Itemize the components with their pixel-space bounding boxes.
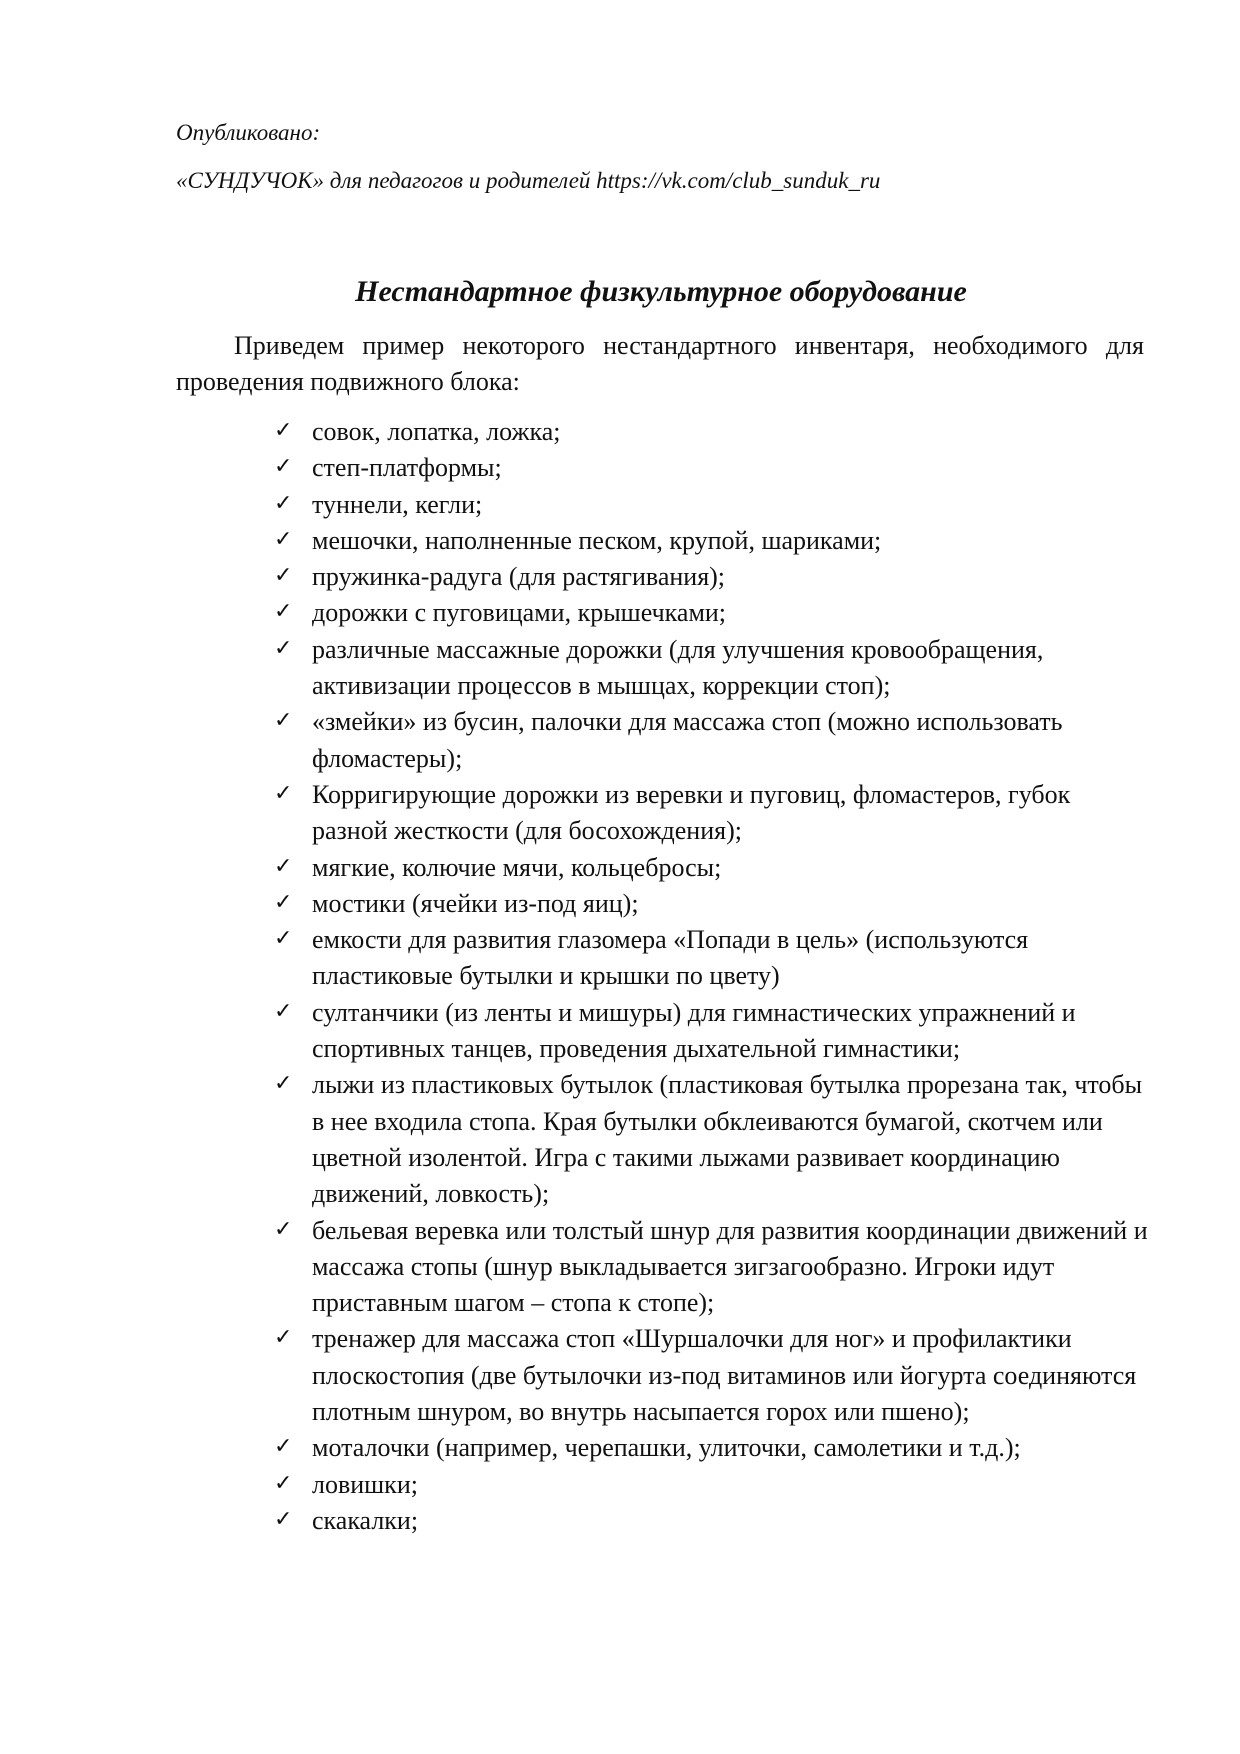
list-item-text: бельевая веревка или толстый шнур для развития координации движений и массажа стопы (шнур выкладывается зигзагообразно. Игроки идут приставным шагом – стопа к стопе); — [312, 1215, 1148, 1318]
checkmark-icon: ✓ — [274, 1216, 293, 1242]
checkmark-icon: ✓ — [274, 454, 293, 480]
checkmark-icon: ✓ — [274, 889, 293, 915]
published-label: Опубликовано: — [176, 120, 321, 145]
list-item — [274, 1430, 1150, 1466]
list-item-text: мешочки, наполненные песком, крупой, шариками; — [312, 525, 882, 555]
list-item — [274, 1503, 1150, 1539]
checkmark-icon: ✓ — [274, 1325, 293, 1351]
equipment-list — [274, 414, 1150, 1539]
list-item — [274, 704, 1150, 777]
source-line: «СУНДУЧОК» для педагогов и родителей https://vk.com/club_sunduk_ru — [176, 168, 881, 193]
list-item-text: султанчики (из ленты и мишуры) для гимнастических упражнений и спортивных танцев, проведения дыхательной гимнастики; — [312, 997, 1076, 1064]
list-item — [274, 886, 1150, 922]
checkmark-icon: ✓ — [274, 526, 293, 552]
checkmark-icon: ✓ — [274, 563, 293, 589]
list-item-text: туннели, кегли; — [312, 489, 483, 519]
checkmark-icon: ✓ — [274, 1470, 293, 1496]
list-item — [274, 1067, 1150, 1212]
list-item — [274, 632, 1150, 705]
list-item-text: тренажер для массажа стоп «Шуршалочки для ног» и профилактики плоскостопия (две бутылочки из-под витаминов или йогурта соединяются плотным шнуром, во внутрь насыпается горох или пшено); — [312, 1324, 1137, 1427]
list-item-text: степ-платформы; — [312, 453, 502, 483]
list-item-text: Корригирующие дорожки из веревки и пуговиц, фломастеров, губок разной жесткости (для босохождения); — [312, 779, 1071, 846]
checkmark-icon: ✓ — [274, 599, 293, 625]
list-item — [274, 414, 1150, 450]
list-item-text: моталочки (например, черепашки, улиточки, самолетики и т.д.); — [312, 1433, 1021, 1463]
list-item — [274, 1213, 1150, 1322]
intro-paragraph: Приведем пример некоторого нестандартного инвентаря, необходимого для проведения подвижного блока: — [176, 331, 1144, 396]
list-item — [274, 523, 1150, 559]
list-item-text: скакалки; — [312, 1505, 419, 1535]
list-item — [274, 559, 1150, 595]
list-item — [274, 995, 1150, 1068]
list-item-text: мостики (ячейки из-под яиц); — [312, 888, 639, 918]
list-item — [274, 777, 1150, 850]
list-item-text: ловишки; — [312, 1469, 418, 1499]
checkmark-icon: ✓ — [274, 418, 293, 443]
checkmark-icon: ✓ — [274, 780, 293, 806]
checkmark-icon: ✓ — [274, 635, 293, 661]
list-item — [274, 1321, 1150, 1430]
list-item — [274, 450, 1150, 486]
page-title: Нестандартное физкультурное оборудование — [355, 275, 967, 308]
list-item — [274, 595, 1150, 631]
list-item-text: дорожки с пуговицами, крышечками; — [312, 598, 727, 628]
list-item-text: «змейки» из бусин, палочки для массажа стоп (можно использовать фломастеры); — [312, 707, 1063, 773]
list-item-text: различные массажные дорожки (для улучшения кровообращения, активизации процессов в мышцах, коррекции стоп); — [312, 634, 1044, 701]
checkmark-icon: ✓ — [274, 490, 293, 516]
list-item — [274, 1467, 1150, 1503]
list-item-text: совок, лопатка, ложка; — [312, 417, 561, 446]
checkmark-icon: ✓ — [274, 853, 293, 879]
list-item-text: емкости для развития глазомера «Попади в цель» (используются пластиковые бутылки и крышки по цвету) — [312, 925, 1029, 991]
checkmark-icon: ✓ — [274, 926, 293, 952]
list-item — [274, 487, 1150, 523]
list-item-text: мягкие, колючие мячи, кольцебросы; — [312, 852, 722, 882]
list-item-text: лыжи из пластиковых бутылок (пластиковая бутылка прорезана так, чтобы в нее входила стопа. Края бутылки обклеиваются бумагой, скотчем или цветной изолентой. Игра с такими лыжами развивает координацию движений, ловкость); — [312, 1070, 1143, 1209]
checkmark-icon: ✓ — [274, 1506, 293, 1532]
list-item — [274, 850, 1150, 886]
list-item — [274, 922, 1150, 995]
checkmark-icon: ✓ — [274, 1434, 293, 1460]
list-item-text: пружинка-радуга (для растягивания); — [312, 562, 726, 592]
checkmark-icon: ✓ — [274, 1071, 293, 1097]
checkmark-icon: ✓ — [274, 708, 293, 734]
checkmark-icon: ✓ — [274, 998, 293, 1024]
